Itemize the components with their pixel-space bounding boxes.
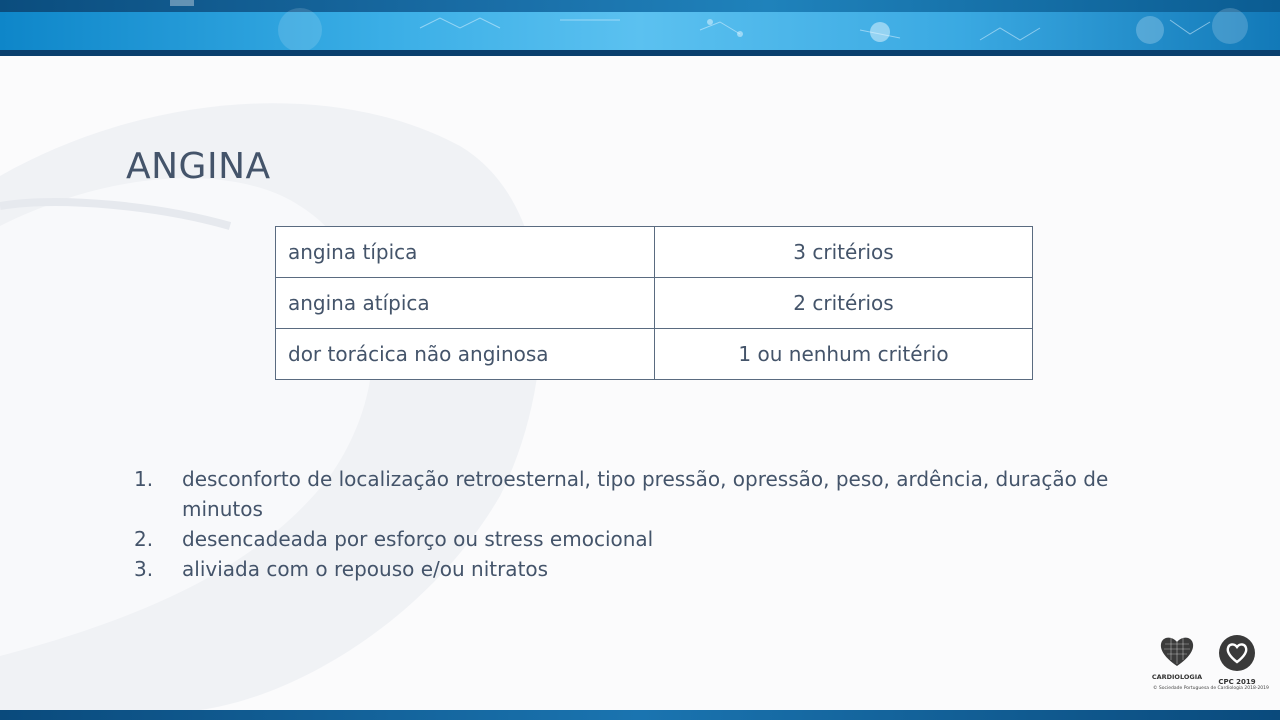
list-text: desconforto de localização retroesternal, tipo pressão, opressão, peso, ardência, duração de minutos [182, 467, 1109, 521]
heart-icon [1159, 634, 1195, 668]
heart-watermark-icon [0, 56, 560, 710]
angina-type-cell: dor torácica não anginosa [276, 329, 655, 380]
spc-logo-label: CARDIOLOGIA [1151, 673, 1203, 681]
criteria-count-cell: 2 critérios [655, 278, 1033, 329]
criteria-count-cell: 1 ou nenhum critério [655, 329, 1033, 380]
footer-bar [0, 710, 1280, 720]
list-text: aliviada com o repouso e/ou nitratos [182, 557, 549, 581]
criteria-count-cell: 3 critérios [655, 227, 1033, 278]
list-text: desencadeada por esforço ou stress emocional [182, 527, 654, 551]
table-row [276, 329, 1033, 380]
header-banner [0, 0, 1280, 56]
spc-logo [1150, 634, 1204, 681]
criteria-list [134, 464, 1134, 584]
slide-title: ANGINA [126, 146, 271, 187]
angina-type-cell: angina atípica [276, 278, 655, 329]
list-number: 2. [134, 527, 154, 551]
list-number: 1. [134, 467, 154, 491]
list-number: 3. [134, 557, 154, 581]
list-item [134, 554, 1134, 584]
list-item [134, 524, 1134, 554]
molecule-pattern-icon [0, 0, 1280, 56]
table-row [276, 278, 1033, 329]
angina-type-cell: angina típica [276, 227, 655, 278]
cpc-logo [1214, 634, 1260, 686]
heart-outline-icon [1218, 634, 1256, 672]
table-row [276, 227, 1033, 278]
angina-classification-table [275, 226, 1033, 380]
list-item [134, 464, 1134, 524]
cpc-logo-label: CPC 2019 [1218, 678, 1256, 686]
copyright-text: © Sociedade Portuguesa de Cardiologia 2018-2019 [1153, 686, 1269, 691]
